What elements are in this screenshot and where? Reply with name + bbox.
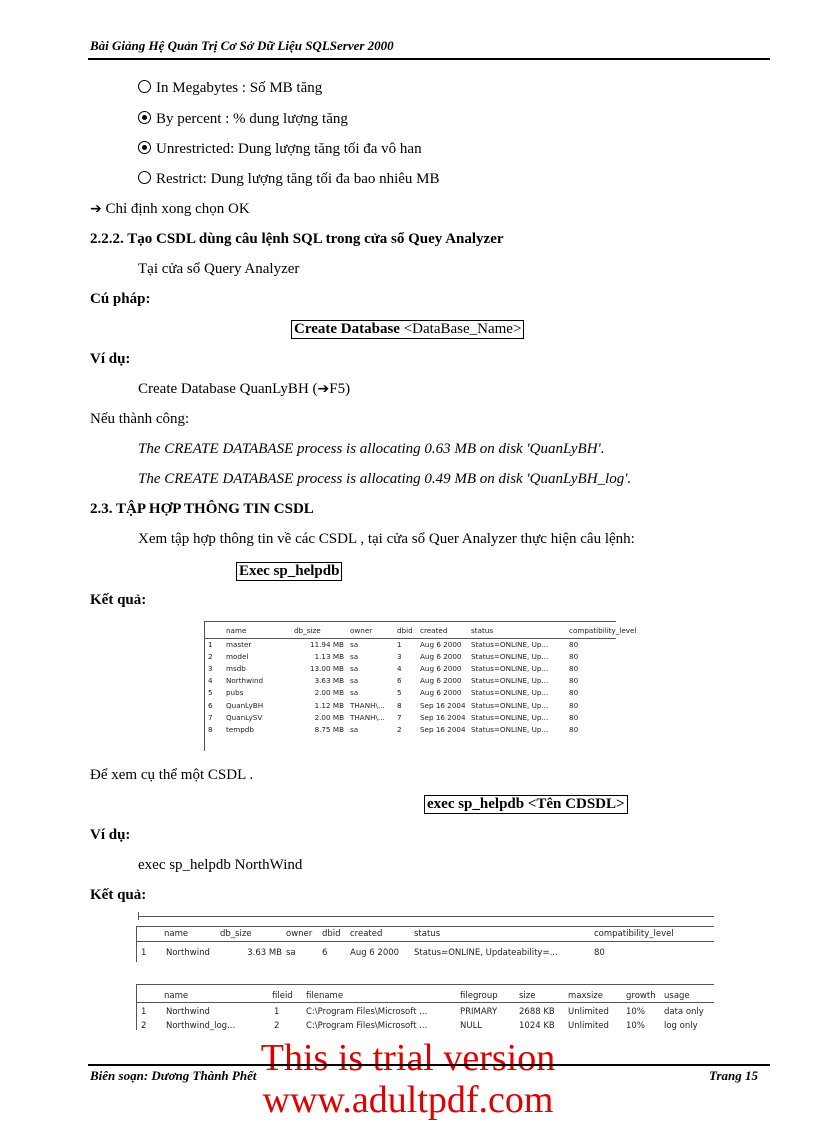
table-cell: Status=ONLINE, Up... — [471, 688, 549, 698]
success-label: Nếu thành công: — [90, 411, 190, 427]
table-cell: Status=ONLINE, Up... — [471, 700, 549, 710]
command-box: exec sp_helpdb <Tên CDSDL> — [424, 795, 628, 814]
table-cell: 6 — [322, 948, 328, 958]
option-item: In Megabytes : Số MB tăng — [138, 80, 322, 97]
column-header: created — [420, 626, 448, 635]
table-cell: 2.00 MB — [314, 712, 344, 722]
table-cell: Northwind — [226, 676, 264, 686]
arrow-right-icon: ➔ — [90, 201, 102, 217]
column-header: status — [414, 929, 441, 939]
row-number: 3 — [208, 664, 213, 674]
table-cell: Status=ONLINE, Up... — [471, 676, 549, 686]
table-cell: sa — [350, 640, 359, 649]
table-cell: NULL — [460, 1021, 483, 1031]
radio-selected-icon — [138, 141, 151, 154]
watermark-line-1: This is trial version — [260, 1037, 556, 1079]
table-cell: sa — [286, 948, 296, 958]
intro-text: Xem tập hợp thông tin về các CSDL , tại cửa sổ Quer Analyzer thực hiện câu lệnh: — [138, 531, 635, 547]
table-cell: Status=ONLINE, Up... — [471, 712, 549, 722]
table-cell: 2 — [397, 724, 402, 734]
table-cell: Status=ONLINE, Up... — [471, 652, 549, 662]
table-cell: 3.63 MB — [247, 948, 282, 958]
column-header: usage — [664, 991, 690, 1001]
table-cell: QuanLySV — [226, 712, 263, 722]
table-cell: 7 — [397, 712, 402, 722]
table-border — [136, 984, 137, 1030]
syntax-label: Cú pháp: — [90, 291, 151, 307]
table-cell: 80 — [569, 724, 579, 734]
table-cell: 2.00 MB — [314, 688, 344, 698]
table-cell: log only — [664, 1021, 698, 1031]
table-cell: 3.63 MB — [314, 676, 344, 686]
table-cell: Status=ONLINE, Up... — [471, 664, 549, 674]
table-header-rule — [204, 638, 616, 639]
table-cell: 80 — [569, 640, 579, 649]
column-header: growth — [626, 991, 656, 1001]
table-cell: THANH\... — [350, 712, 385, 722]
table-cell: Status=ONLINE, Up... — [471, 724, 549, 734]
table-cell: 5 — [397, 688, 402, 698]
column-header: name — [164, 991, 189, 1001]
table-cell: tempdb — [226, 724, 254, 734]
table-cell: Sep 16 2004 — [420, 712, 466, 722]
table-cell: Aug 6 2000 — [420, 688, 462, 698]
section-heading-23: 2.3. TẬP HỢP THÔNG TIN CSDL — [90, 501, 314, 517]
table-cell: 1 — [274, 1007, 280, 1017]
command-box: Exec sp_helpdb — [236, 562, 342, 581]
table-cell: Aug 6 2000 — [420, 640, 462, 649]
table-cell: 10% — [626, 1007, 645, 1017]
row-number: 6 — [208, 700, 213, 710]
table-cell: Northwind — [166, 1007, 210, 1017]
table-cell: THANH\... — [350, 700, 385, 710]
column-header: status — [471, 626, 494, 635]
table-cell: 10% — [626, 1021, 645, 1031]
table-cell: Aug 6 2000 — [350, 948, 400, 958]
column-header: created — [350, 929, 383, 939]
table-cell: 1.13 MB — [314, 652, 344, 662]
table-border — [204, 621, 616, 622]
example-label: Ví dụ: — [90, 827, 131, 843]
column-header: owner — [350, 626, 373, 635]
column-header: filename — [306, 991, 344, 1001]
table-cell: 80 — [569, 712, 579, 722]
row-number: 4 — [208, 676, 213, 686]
row-number: 1 — [141, 948, 147, 958]
column-header: compatibility_level — [569, 626, 637, 635]
row-number: 2 — [141, 1021, 147, 1031]
radio-empty-icon — [138, 171, 151, 184]
table-cell: Northwind_log... — [166, 1021, 236, 1031]
table-cell: Aug 6 2000 — [420, 664, 462, 674]
table-cell: QuanLyBH — [226, 700, 264, 710]
column-header: name — [226, 626, 247, 635]
table-border — [136, 984, 714, 985]
column-header: compatibility_level — [594, 929, 674, 939]
table-cell: Aug 6 2000 — [420, 676, 462, 686]
table-cell: 6 — [397, 676, 402, 686]
result-label: Kết quả: — [90, 887, 147, 903]
table-cell: master — [226, 640, 252, 649]
table-cell: msdb — [226, 664, 246, 674]
table-border — [136, 926, 714, 927]
option-item: By percent : % dung lượng tăng — [138, 111, 348, 128]
row-number: 8 — [208, 724, 213, 734]
table-cell: 1024 KB — [519, 1021, 555, 1031]
table-cell: 4 — [397, 664, 402, 674]
table-header-rule — [136, 1002, 714, 1003]
table-cell: C:\Program Files\Microsoft ... — [306, 1007, 428, 1017]
table-header-rule — [136, 941, 714, 942]
table-cell: 3 — [397, 652, 402, 662]
table-cell: 2 — [274, 1021, 280, 1031]
example-label: Ví dụ: — [90, 351, 131, 367]
watermark-line-2: www.adultpdf.com — [262, 1079, 554, 1121]
column-header: owner — [286, 929, 313, 939]
table-cell: Status=ONLINE, Updateability=... — [414, 948, 558, 958]
column-header: db_size — [220, 929, 252, 939]
table-cell: 1 — [397, 640, 402, 649]
column-header: db_size — [294, 626, 321, 635]
table-cell: 8 — [397, 700, 402, 710]
ok-instruction: ➔ Chỉ định xong chọn OK — [90, 201, 250, 217]
table-border — [136, 926, 137, 962]
intro-text: Tại cửa sổ Query Analyzer — [138, 261, 300, 277]
table-cell: sa — [350, 676, 359, 686]
table-cell: 11.94 MB — [310, 640, 344, 649]
radio-selected-icon — [138, 111, 151, 124]
table-cell: 80 — [594, 948, 605, 958]
table-cell: data only — [664, 1007, 704, 1017]
table-cell: Unlimited — [568, 1021, 609, 1031]
table-cell: Sep 16 2004 — [420, 700, 466, 710]
footer-author: Biên soạn: Dương Thành Phết — [90, 1068, 257, 1083]
table-cell: Northwind — [166, 948, 210, 958]
table-border — [204, 621, 205, 751]
helpdb-result-table — [204, 616, 637, 752]
column-header: size — [519, 991, 536, 1001]
column-header: filegroup — [460, 991, 498, 1001]
table-cell: sa — [350, 652, 359, 662]
table-cell: 8.75 MB — [314, 724, 344, 734]
table-border — [138, 916, 714, 917]
column-header: dbid — [397, 626, 413, 635]
helpdb-detail-table — [136, 912, 714, 1042]
example-code: Create Database QuanLyBH (➔F5) — [138, 381, 351, 397]
table-cell: 80 — [569, 688, 579, 698]
footer-page-number: Trang 15 — [709, 1068, 758, 1083]
table-cell: PRIMARY — [460, 1007, 498, 1017]
table-cell: 80 — [569, 700, 579, 710]
message-line-2: The CREATE DATABASE process is allocating 0.49 MB on disk 'QuanLyBH_log'. — [138, 471, 632, 487]
table-cell: model — [226, 652, 249, 662]
table-cell: 80 — [569, 676, 579, 686]
message-line-1: The CREATE DATABASE process is allocating 0.63 MB on disk 'QuanLyBH'. — [138, 441, 605, 457]
row-number: 2 — [208, 652, 213, 662]
table-cell: Aug 6 2000 — [420, 652, 462, 662]
result-label: Kết quả: — [90, 592, 147, 608]
row-number: 1 — [141, 1007, 147, 1017]
table-cell: 2688 KB — [519, 1007, 555, 1017]
column-header: fileid — [272, 991, 293, 1001]
column-header: name — [164, 929, 189, 939]
table-cell: sa — [350, 664, 359, 674]
table-cell: 1.12 MB — [314, 700, 344, 710]
table-cell: sa — [350, 724, 359, 734]
header-rule — [88, 58, 770, 60]
table-cell: Sep 16 2004 — [420, 724, 466, 734]
document-header: Bài Giảng Hệ Quản Trị Cơ Sở Dữ Liệu SQLServer 2000 — [90, 38, 394, 53]
table-cell: 80 — [569, 664, 579, 674]
table-cell: 13.00 MB — [310, 664, 344, 674]
footer-rule — [88, 1064, 770, 1066]
table-cell: Unlimited — [568, 1007, 609, 1017]
row-number: 5 — [208, 688, 213, 698]
table-cell: C:\Program Files\Microsoft ... — [306, 1021, 428, 1031]
detail-intro: Để xem cụ thể một CSDL . — [90, 767, 254, 783]
arrow-right-icon: ➔ — [317, 381, 330, 397]
option-item: Unrestricted: Dung lượng tăng tối đa vô han — [138, 141, 422, 158]
column-header: maxsize — [568, 991, 604, 1001]
column-header: dbid — [322, 929, 341, 939]
row-number: 1 — [208, 640, 213, 649]
section-heading-222: 2.2.2. Tạo CSDL dùng câu lệnh SQL trong cửa sổ Quey Analyzer — [90, 231, 504, 247]
table-cell: 80 — [569, 652, 579, 662]
row-number: 7 — [208, 712, 213, 722]
radio-empty-icon — [138, 80, 151, 93]
example-code: exec sp_helpdb NorthWind — [138, 857, 303, 873]
syntax-box: Create Database <DataBase_Name> — [291, 320, 524, 339]
option-item: Restrict: Dung lượng tăng tối đa bao nhiêu MB — [138, 171, 440, 188]
table-cell: sa — [350, 688, 359, 698]
table-cell: Status=ONLINE, Up... — [471, 640, 549, 649]
table-cell: pubs — [226, 688, 244, 698]
